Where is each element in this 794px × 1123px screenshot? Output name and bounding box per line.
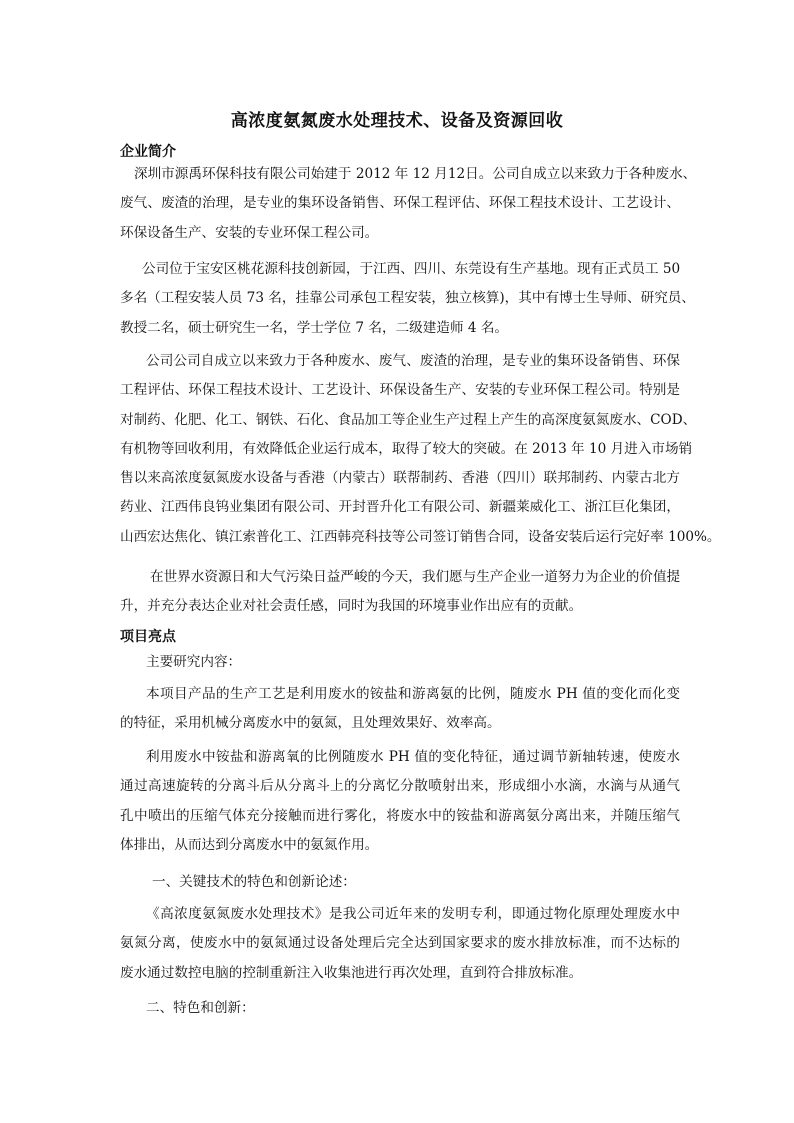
text-line: 多名（工程安装人员 73 名，挂靠公司承包工程安装，独立核算)，其中有博士生导师、研究员、 xyxy=(120,290,695,307)
text-line: 二、特色和创新： xyxy=(146,1000,255,1016)
paragraph-company-mission xyxy=(120,563,680,622)
text-line: 公司公司自成立以来致力于各种废水、废气、废渣的治理，是专业的集环设备销售、环保 xyxy=(146,353,680,369)
section-heading-company-intro: 企业简介 xyxy=(120,144,176,160)
text-line: 升，并充分表达企业对社会责任感，同时为我国的环境事业作出应有的贡献。 xyxy=(120,598,583,615)
text-line: 废水通过数控电脑的控制重新注入收集池进行再次处理，直到符合排放标准。 xyxy=(120,964,583,981)
paragraph-product-process xyxy=(120,680,680,739)
text-line: 《高浓度氨氮废水处理技术》是我公司近年来的发明专利，即通过物化原理处理废水中 xyxy=(146,906,680,922)
paragraph-company-founding xyxy=(120,160,697,248)
text-line: 有机物等回收利用，有效降低企业运行成本，取得了较大的突破。在 2013 年 10 月进入市场销 xyxy=(120,440,693,457)
section-heading-project-highlights: 项目亮点 xyxy=(120,629,176,645)
text-line: 利用废水中铵盐和游离氧的比例随废水 PH 值的变化特征，通过调节新轴转速，使废水 xyxy=(146,749,680,765)
text-line: 对制药、化肥、化工、钢铁、石化、食品加工等企业生产过程上产生的高深度氨氮废水、COD、 xyxy=(120,411,697,428)
text-line: 通过高速旋转的分离斗后从分离斗上的分离忆分散喷射出来，形成细小水滴，水滴与从通气 xyxy=(120,778,680,795)
text-line: 售以来高浓度氨氮废水设备与香港（内蒙古）联帮制药、香港（四川）联邦制药、内蒙古北方 xyxy=(120,470,680,487)
text-line: 本项目产品的生产工艺是利用废水的铵盐和游离氨的比例，随废水 PH 值的变化而化变 xyxy=(146,686,680,702)
text-line: 在世界水资源日和大气污染日益严峻的今天，我们愿与生产企业一道努力为企业的价值提 xyxy=(150,569,681,585)
text-line: 孔中喷出的压缩气体充分接触而进行雾化，将废水中的铵盐和游离氨分离出来，并随压缩气 xyxy=(120,807,680,824)
text-line: 氨氮分离，使废水中的氨氮通过设备处理后完全达到国家要求的废水排放标准，而不达标的 xyxy=(120,935,680,952)
text-line: 教授二名，硕士研究生一名，学士学位 7 名，二级建造师 4 名。 xyxy=(120,319,509,336)
text-line: 深圳市源禹环保科技有限公司始建于 2012 年 12 月12日。公司自成立以来致力于各种废水、 xyxy=(134,166,697,182)
text-line: 药业、江西伟良钨业集团有限公司、开封晋升化工有限公司、新疆莱威化工、浙江巨化集团， xyxy=(120,499,680,516)
paragraph-patent-description xyxy=(120,900,680,988)
paragraph-features-heading xyxy=(120,994,680,1023)
text-line: 的特征，采用机械分离废水中的氨氮，且处理效果好、效率高。 xyxy=(120,715,501,732)
paragraph-research-intro xyxy=(120,648,680,677)
text-line: 公司位于宝安区桃花源科技创新园，于江西、四川、东莞设有生产基地。现有正式员工 50 xyxy=(142,261,681,277)
text-line: 体排出，从而达到分离废水中的氨氮作用。 xyxy=(120,836,379,853)
text-line: 工程评估、环保工程技术设计、工艺设计、环保设备生产、安装的专业环保工程公司。特别是 xyxy=(120,382,680,399)
paragraph-company-business xyxy=(120,347,721,552)
text-line: 废气、废渣的治理，是专业的集环设备销售、环保工程评估、环保工程技术设计、工艺设计、 xyxy=(120,195,680,212)
paragraph-separation-method xyxy=(120,743,680,860)
paragraph-company-location xyxy=(120,255,695,343)
text-line: 主要研究内容： xyxy=(146,654,242,670)
text-line: 一、关键技术的特色和创新论述： xyxy=(152,874,356,890)
paragraph-key-tech-heading xyxy=(120,868,680,897)
text-line: 山西宏达焦化、镇江索普化工、江西韩亮科技等公司签订销售合同，设备安装后运行完好率 100%。 xyxy=(120,528,721,545)
document-title: 高浓度氨氮废水处理技术、设备及资源回收 xyxy=(230,111,564,131)
text-line: 环保设备生产、安装的专业环保工程公司。 xyxy=(120,224,379,241)
